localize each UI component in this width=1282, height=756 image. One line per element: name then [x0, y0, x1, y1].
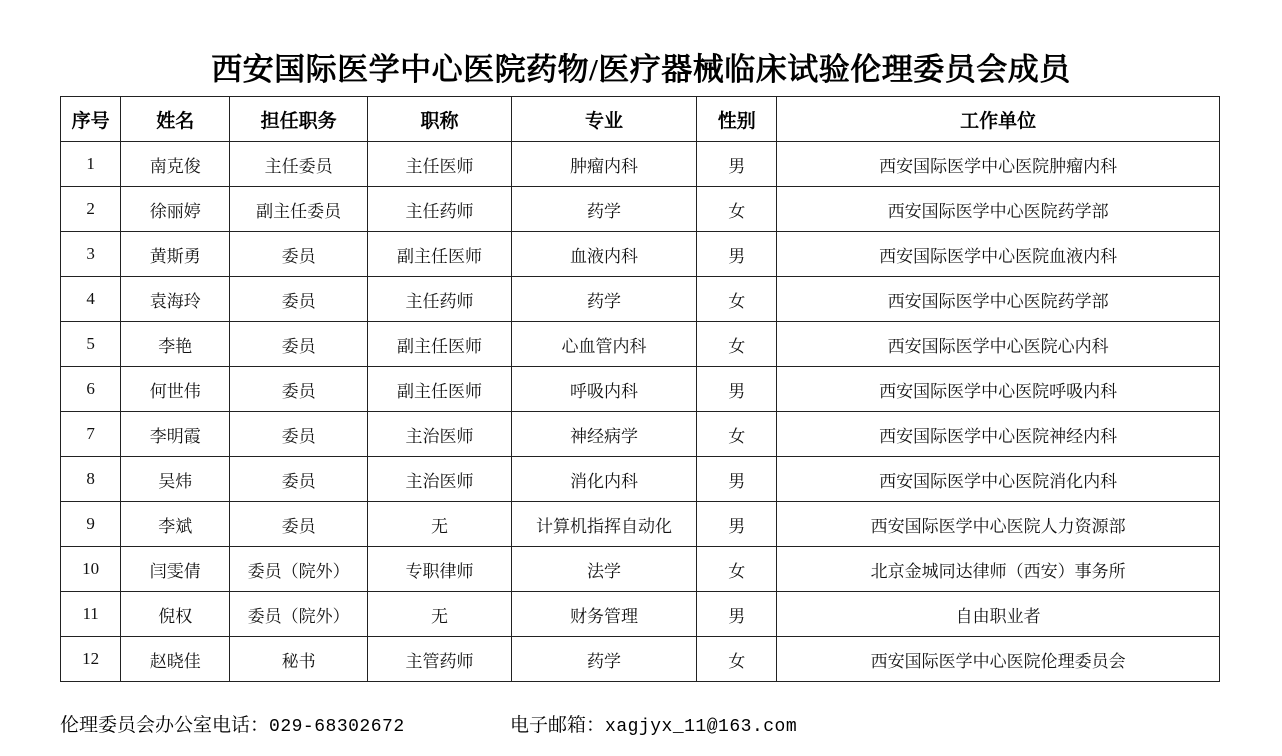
cell-title: 副主任医师 [368, 367, 512, 412]
cell-workunit: 西安国际医学中心医院消化内科 [777, 457, 1220, 502]
office-phone-label: 伦理委员会办公室电话： [60, 715, 270, 736]
table-row [61, 187, 1220, 232]
members-table [60, 96, 1220, 682]
cell-role: 委员（院外） [230, 592, 368, 637]
cell-specialty: 呼吸内科 [511, 367, 696, 412]
cell-role: 委员 [230, 322, 368, 367]
column-header-workunit: 工作单位 [777, 97, 1220, 142]
cell-role: 委员 [230, 232, 368, 277]
office-email-label: 电子邮箱： [510, 715, 606, 736]
cell-name: 何世伟 [121, 367, 230, 412]
cell-name: 吴炜 [121, 457, 230, 502]
cell-index: 5 [61, 322, 121, 367]
cell-gender: 女 [697, 547, 777, 592]
cell-title: 无 [368, 592, 512, 637]
cell-index: 2 [61, 187, 121, 232]
cell-gender: 男 [697, 457, 777, 502]
cell-index: 3 [61, 232, 121, 277]
cell-role: 委员（院外） [230, 547, 368, 592]
cell-title: 主管药师 [368, 637, 512, 682]
cell-name: 李明霞 [121, 412, 230, 457]
office-email [510, 710, 797, 737]
table-row [61, 412, 1220, 457]
cell-gender: 男 [697, 592, 777, 637]
office-phone [60, 710, 405, 737]
cell-gender: 男 [697, 502, 777, 547]
cell-workunit: 西安国际医学中心医院肿瘤内科 [777, 142, 1220, 187]
table-row [61, 457, 1220, 502]
cell-specialty: 神经病学 [511, 412, 696, 457]
column-header-role: 担任职务 [230, 97, 368, 142]
cell-role: 委员 [230, 457, 368, 502]
cell-specialty: 法学 [511, 547, 696, 592]
cell-index: 11 [61, 592, 121, 637]
cell-name: 李斌 [121, 502, 230, 547]
cell-role: 委员 [230, 367, 368, 412]
cell-title: 副主任医师 [368, 322, 512, 367]
cell-specialty: 药学 [511, 277, 696, 322]
cell-name: 闫雯倩 [121, 547, 230, 592]
cell-specialty: 财务管理 [511, 592, 696, 637]
cell-workunit: 西安国际医学中心医院伦理委员会 [777, 637, 1220, 682]
cell-index: 12 [61, 637, 121, 682]
cell-specialty: 心血管内科 [511, 322, 696, 367]
page-title: 西安国际医学中心医院药物/医疗器械临床试验伦理委员会成员 [211, 52, 1071, 87]
cell-gender: 男 [697, 142, 777, 187]
cell-title: 主治医师 [368, 457, 512, 502]
cell-title: 专职律师 [368, 547, 512, 592]
cell-specialty: 肿瘤内科 [511, 142, 696, 187]
cell-index: 9 [61, 502, 121, 547]
cell-workunit: 西安国际医学中心医院药学部 [777, 277, 1220, 322]
cell-role: 主任委员 [230, 142, 368, 187]
cell-gender: 女 [697, 187, 777, 232]
cell-name: 倪权 [121, 592, 230, 637]
office-email-address: xagjyx_11@163.com [605, 717, 798, 737]
cell-index: 10 [61, 547, 121, 592]
table-row [61, 547, 1220, 592]
cell-role: 委员 [230, 277, 368, 322]
cell-specialty: 血液内科 [511, 232, 696, 277]
cell-workunit: 北京金城同达律师（西安）事务所 [777, 547, 1220, 592]
cell-title: 主任药师 [368, 277, 512, 322]
table-row [61, 232, 1220, 277]
table-row [61, 277, 1220, 322]
cell-specialty: 计算机指挥自动化 [511, 502, 696, 547]
cell-name: 徐丽婷 [121, 187, 230, 232]
cell-index: 7 [61, 412, 121, 457]
table-row [61, 142, 1220, 187]
cell-name: 黄斯勇 [121, 232, 230, 277]
cell-index: 8 [61, 457, 121, 502]
cell-name: 南克俊 [121, 142, 230, 187]
table-row [61, 637, 1220, 682]
table-row [61, 592, 1220, 637]
cell-workunit: 西安国际医学中心医院血液内科 [777, 232, 1220, 277]
cell-gender: 女 [697, 277, 777, 322]
cell-title: 主任医师 [368, 142, 512, 187]
table-body [61, 142, 1220, 682]
cell-title: 主治医师 [368, 412, 512, 457]
column-header-specialty: 专业 [511, 97, 696, 142]
office-phone-number: 029-68302672 [269, 717, 405, 737]
cell-title: 主任药师 [368, 187, 512, 232]
cell-workunit: 西安国际医学中心医院药学部 [777, 187, 1220, 232]
column-header-index: 序号 [61, 97, 121, 142]
cell-index: 4 [61, 277, 121, 322]
column-header-title: 职称 [368, 97, 512, 142]
cell-gender: 女 [697, 637, 777, 682]
cell-gender: 男 [697, 232, 777, 277]
cell-workunit: 西安国际医学中心医院人力资源部 [777, 502, 1220, 547]
cell-workunit: 西安国际医学中心医院神经内科 [777, 412, 1220, 457]
cell-specialty: 药学 [511, 187, 696, 232]
cell-name: 袁海玲 [121, 277, 230, 322]
cell-workunit: 西安国际医学中心医院心内科 [777, 322, 1220, 367]
column-header-gender: 性别 [697, 97, 777, 142]
cell-role: 委员 [230, 412, 368, 457]
table-row [61, 502, 1220, 547]
cell-name: 赵晓佳 [121, 637, 230, 682]
table-row [61, 322, 1220, 367]
cell-gender: 男 [697, 367, 777, 412]
cell-index: 6 [61, 367, 121, 412]
cell-name: 李艳 [121, 322, 230, 367]
column-header-name: 姓名 [121, 97, 230, 142]
cell-gender: 女 [697, 412, 777, 457]
table-row [61, 367, 1220, 412]
cell-title: 无 [368, 502, 512, 547]
cell-workunit: 西安国际医学中心医院呼吸内科 [777, 367, 1220, 412]
cell-specialty: 药学 [511, 637, 696, 682]
cell-role: 副主任委员 [230, 187, 368, 232]
cell-role: 委员 [230, 502, 368, 547]
cell-role: 秘书 [230, 637, 368, 682]
cell-specialty: 消化内科 [511, 457, 696, 502]
cell-index: 1 [61, 142, 121, 187]
table-header-row [61, 97, 1220, 142]
cell-workunit: 自由职业者 [777, 592, 1220, 637]
cell-gender: 女 [697, 322, 777, 367]
cell-title: 副主任医师 [368, 232, 512, 277]
